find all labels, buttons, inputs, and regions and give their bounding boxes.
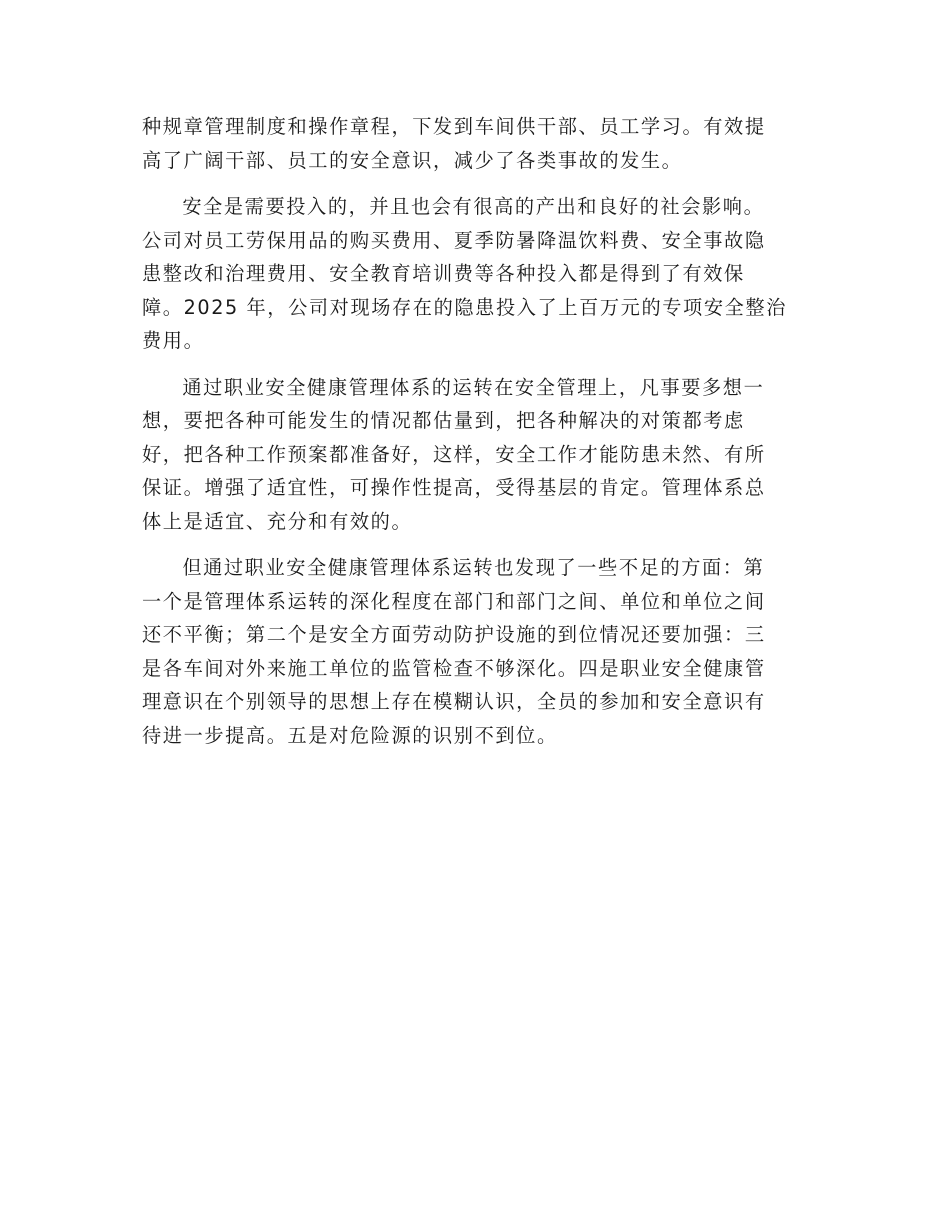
document-body — [142, 110, 798, 765]
paragraph-shortcomings: 但通过职业安全健康管理体系运转也发现了一些不足的方面：第 一个是管理体系运转的深化程度在部门和部门之间、单位和单位之间 还不平衡；第二个是安全方面劳动防护设施的到位情况还要加强：三 是各车间对外来施工单位的监管检查不够深化。四是职业安全健康管 理意识在个别领导的思想上存在模糊认识，全员的参加和安全意识有 待进一步提高。五是对危险源的识别不到位。 — [142, 556, 766, 747]
paragraph-continued: 种规章管理制度和操作章程，下发到车间供干部、员工学习。有效提 高了广阔干部、员工的安全意识，减少了各类事故的发生。 — [142, 115, 766, 172]
paragraph-management-system: 通过职业安全健康管理体系的运转在安全管理上，凡事要多想一 想，要把各种可能发生的情况都估量到，把各种解决的对策都考虑 好，把各种工作预案都准备好，这样，安全工作才能防患未然、有所 保证。增强了适宜性，可操作性提高，受得基层的肯定。管理体系总 体上是适宜、充分和有效的。 — [142, 375, 766, 533]
paragraph-safety-investment: 安全是需要投入的，并且也会有很高的产出和良好的社会影响。 公司对员工劳保用品的购买费用、夏季防暑降温饮料费、安全事故隐 患整改和治理费用、安全教育培训费等各种投入都是得到了有效保 障。2025 年，公司对现场存在的隐患投入了上百万元的专项安全整治 费用。 — [142, 195, 787, 352]
